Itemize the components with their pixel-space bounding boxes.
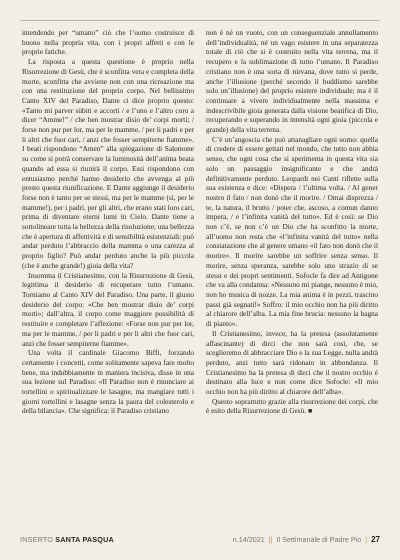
paragraph: La risposta a questa questione è proprio nella Risurrezione di Gesù, che è sconfitta vera e completa della morte, sconfitta che avviene non con una ricreazione ma con una restituzione del proprio corpo. Nel bellissimo Canto XIV del Paradiso, Dante ci dice proprio questo: «Tanto mi parver sùbiti e accorti / e l’uno e l’altro coro a dicer “Amme!” / che ben mostrar disio de’ corpi morti; / forse non pur per lor, ma per le mamme, / per li padri e per li altri che fuor cari, / anzi che fosser sempiterne fiamme». I beati rispondono “Amen” alla spiegazione di Salomone su come si potrà conservare la luminosità dell’anima beata quando ad essa si riunirà il corpo. Essi rispondono con entusiasmo perché hanno desiderio che avvenga al più presto questa riunificazione. E Dante aggiunge il desiderio forse non è tanto per se stessi, ma per le mamme (sì, per le mamme!), per i padri, per gli altri, che erano stati loro cari, prima di diventare eterni lumi in Cielo. Dante tiene a sottolineare tutta la bellezza della risoluzione; una bellezza che è apertura di affettività e di sensibilità esistenziali: può andar perduto l’abbraccio della mamma o una carezza al proprio figlio? Può andar perduto anche la più piccola (che è anche grande!) gioia della vita? — [22, 57, 195, 270]
page-footer — [20, 532, 380, 546]
article-column-right — [206, 28, 378, 417]
magazine-name: Il Settimanale di Padre Pio — [276, 534, 362, 544]
paragraph: Insomma il Cristianesimo, con la Risurrezione di Gesù, legittima il desiderio di recuperare tutto l’umano. Torniamo al Canto XIV del Paradiso. Una parte, il giusto desiderio del corpo: «Che ben mostrar disio de’ corpi morti»; dall’altra, il corpo come maggiore possibilità di restituire e completare l’affezione: «Forse non pur per lor, ma per le mamme, / per li padri e per li altri che fuor cari, anzi che fosser sempiterne fiamme». — [22, 270, 194, 348]
article-column-left — [22, 28, 194, 416]
paragraph-text: Questo soprattutto grazie alla risurrezione dei corpi, che è esito della Risurrezione di Gesù. — [206, 396, 378, 416]
paragraph-final — [206, 397, 378, 417]
supplement-label — [20, 535, 114, 544]
page-number: 27 — [371, 534, 380, 544]
footer-right — [233, 535, 380, 544]
footer-separator: | — [365, 534, 368, 544]
issue-number: n.14/2021 — [232, 534, 265, 544]
paragraph: Il Cristianesimo, invece, ha la pretesa (assolutamente affascinante) di dirci che non sarà così, che, se sceglieremo di abbracciare Dio e la sua Legge, nulla andrà perduto, anzi tutto sarà ridonato in abbondanza. Il Cristianesimo ha la pretesa di dirci che il nostro occhio è destinato alla luce e non come dice Sofocle: «Il mio occhio non ha più diritto al chiarore dell’alba». — [206, 328, 378, 397]
top-rule — [20, 20, 380, 21]
paragraph: Una volta il cardinale Giacomo Biffi, forzando certamente i concetti, come solitamente sapeva fare molto bene, ma indubbiamente in maniera incisiva, disse in una sua lezione sul Paradiso: «Il Paradiso non è rinunciare ai tortellini o spiritualizzare le lasagne, ma mangiare tutti i giorni tortellini e lasagne senza la paura del colesterolo e della bilancia». Che significa: il Paradiso cristiano — [22, 348, 194, 416]
paragraph: intendendo per “umano” ciò che l’uomo costruisce di buono nella propria vita, con i propri affetti e con le proprie fatiche. — [22, 28, 194, 57]
supplement-title: SANTA PASQUA — [55, 534, 114, 544]
supplement-prefix: INSERTO — [20, 534, 54, 544]
paragraph: non è né un vuoto, con un conseguenziale annullamento dell’individualità, né un vago esistere in una separatezza totale di ciò che si è costruito nella vita terrena, ma il recupero e la sublimazione di tutto l’umano. Il Paradiso cristiano non è una sorta di nirvana, dove tutto si perde, anche l’illusione (perché secondo il buddismo sarebbe solo un’illusione) del proprio esistere individuale; ma è il continuare a vivere individualmente nella massima e indescrivibile gioia generata dalla visione beatifica di Dio, recuperando e superando in intensità ogni gioia (piccola e grande) della vita terrena. — [206, 28, 378, 135]
footer-separator: || — [268, 534, 273, 544]
end-of-article-mark: ■ — [307, 407, 313, 416]
paragraph: C’è un’angoscia che può attanagliare ogni uomo: quella di credere di essere gettati nel mondo, che tutto non abbia senso, che ogni cosa che si sperimenta in questa vita sia solo un passaggio insignificante e che andrà definitivamente perduto. Leopardi nei Canti riflette sulla sua esistenza e dice: «Dispera / l’ultima volta. / Al gener nostro il fato / non donò che il morire. / Omai disprezza / te, la natura, il brutto / poter che, ascoso, a comun danno impera, / e l’infinita vanità del tutto». Ed è così: se Dio non c’è, se non c’è un Dio che ha sconfitto la morte, all’uomo non resta che «l’infinita vanità del tutto» nella constatazione che al genere umano «il fato non donò che il morire». Il morire sarebbe un soffrire senza senso. Il morire, senza speranza, sarebbe solo uno strazio di se stessi e dei propri sentimenti. Sofocle fa dire ad Antigone che va alla condanna: «Nessuno mi piange, nessuno è mio, non ho musica di nozze. La mia anima è in pezzi, trascino passi già segnati!» Soffro: il mio occhio non ha più diritto al chiarore dell’alba. La mia fine brucia: nessuno la bagna di pianto». — [206, 134, 378, 329]
